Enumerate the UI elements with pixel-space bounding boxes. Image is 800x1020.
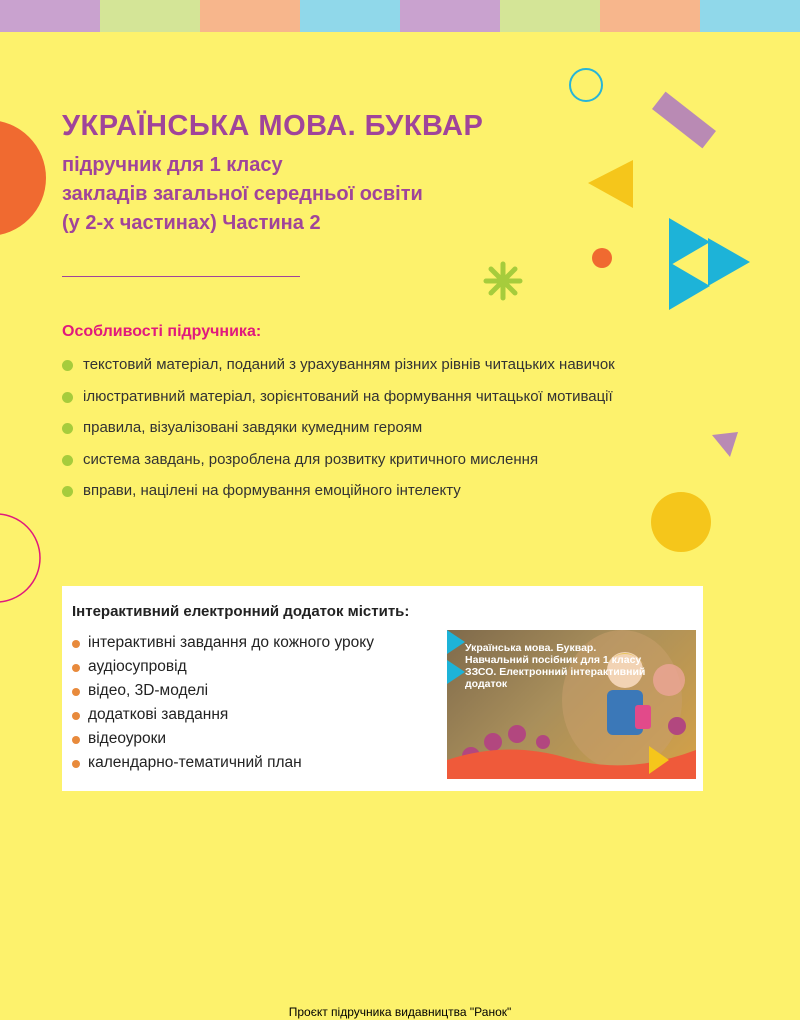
- stripe: [400, 0, 500, 32]
- green-bullet-icon: [62, 455, 73, 466]
- outline-circle-blue-icon: [570, 69, 602, 101]
- video-preview-thumbnail[interactable]: [447, 630, 696, 779]
- list-item: [62, 388, 615, 420]
- list-item: [62, 419, 615, 451]
- interactive-item-text: відео, 3D-моделі: [88, 682, 209, 699]
- stripe: [300, 0, 400, 32]
- green-bullet-icon: [62, 360, 73, 371]
- stripe: [0, 0, 100, 32]
- cyan-triangle-icon: [669, 262, 710, 310]
- orange-half-circle-icon: [0, 120, 46, 236]
- interactive-item-text: аудіосупровід: [88, 658, 187, 675]
- feature-text: текстовий матеріал, поданий з урахуванням різних рівнів читацьких навичок: [83, 356, 615, 373]
- stripe: [600, 0, 700, 32]
- page-title: УКРАЇНСЬКА МОВА. БУКВАР: [62, 110, 484, 142]
- purple-small-triangle-icon: [712, 432, 738, 457]
- orange-bullet-icon: [72, 712, 80, 720]
- list-item: [72, 682, 374, 706]
- interactive-item-text: додаткові завдання: [88, 706, 229, 723]
- orange-dot-icon: [592, 248, 612, 268]
- divider: [62, 276, 300, 277]
- subtitle-line: закладів загальної середньої освіти: [62, 183, 423, 205]
- feature-text: ілюстративний матеріал, зорієнтований на формування читацької мотивації: [83, 387, 613, 405]
- list-item: [72, 730, 374, 754]
- list-item: [62, 482, 615, 514]
- subtitle: [62, 151, 423, 238]
- green-asterisk-icon: [486, 264, 520, 298]
- footer-text: Проєкт підручника видавництва "Ранок": [288, 1005, 512, 1019]
- stripe: [100, 0, 200, 32]
- list-item: [62, 356, 615, 388]
- green-bullet-icon: [62, 423, 73, 434]
- purple-bar-icon: [652, 92, 716, 149]
- stripe: [200, 0, 300, 32]
- list-item: [72, 658, 374, 682]
- interactive-item-text: інтерактивні завдання до кожного уроку: [88, 634, 375, 651]
- subtitle-line: підручник для 1 класу: [62, 154, 283, 176]
- list-item: [72, 634, 374, 658]
- yellow-triangle-icon: [588, 160, 633, 208]
- list-item: [72, 754, 374, 778]
- orange-bullet-icon: [72, 736, 80, 744]
- orange-bullet-icon: [72, 640, 80, 648]
- interactive-heading: Інтерактивний електронний додаток містить:: [72, 603, 410, 620]
- list-item: [62, 451, 615, 483]
- stripe: [500, 0, 600, 32]
- subtitle-line: (у 2-х частинах) Частина 2: [62, 212, 321, 234]
- features-heading: Особливості підручника:: [62, 323, 262, 340]
- feature-text: система завдань, розроблена для розвитку критичного мислення: [83, 450, 539, 468]
- interactive-item-text: відеоуроки: [88, 730, 167, 747]
- orange-bullet-icon: [72, 664, 80, 672]
- cyan-triangle-icon: [669, 218, 710, 266]
- interactive-item-text: календарно-тематичний план: [88, 754, 302, 771]
- list-item: [72, 706, 374, 730]
- outline-circle-pink-icon: [0, 514, 40, 602]
- preview-title: Українська мова. Буквар. Навчальний посібник для 1 класу ЗЗСО. Електронний інтерактивний додаток: [465, 642, 646, 690]
- green-bullet-icon: [62, 392, 73, 403]
- interactive-list: [72, 634, 374, 778]
- stripe: [700, 0, 800, 32]
- cyan-triangle-icon: [708, 238, 750, 286]
- features-list: [62, 356, 615, 514]
- interactive-addon-box: [62, 586, 703, 791]
- orange-bullet-icon: [72, 688, 80, 696]
- green-bullet-icon: [62, 486, 73, 497]
- yellow-circle-icon: [651, 492, 711, 552]
- orange-bullet-icon: [72, 760, 80, 768]
- feature-text: вправи, націлені на формування емоційного інтелекту: [83, 482, 461, 499]
- feature-text: правила, візуалізовані завдяки кумедним героям: [83, 419, 423, 436]
- top-color-stripes: [0, 0, 800, 32]
